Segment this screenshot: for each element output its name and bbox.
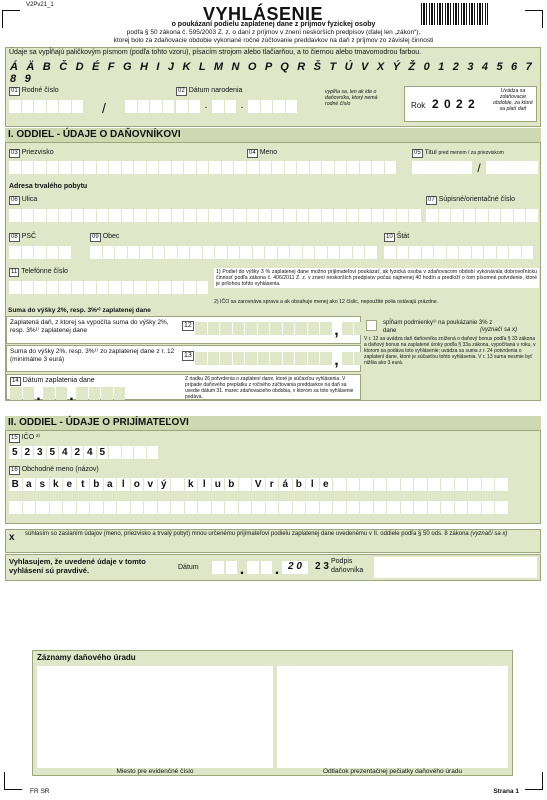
recipient-name-2-cell[interactable] bbox=[360, 501, 373, 514]
recipient-name-cell[interactable]: e bbox=[320, 478, 333, 491]
legal-line-2: ktorej bolo za zdaňovacie obdobie vykonané ročné zúčtovanie preddavkov na daň z príjmov zo závislej činnosti bbox=[113, 37, 434, 44]
footer-left: FR SR bbox=[30, 788, 50, 795]
sample-characters: Á Ä B Č D É F G H I J K L M N O P Q R Š T Ú V X Ý Ž 0 1 2 3 4 5 6 7 8 9 bbox=[10, 61, 534, 85]
recipient-name-cell[interactable] bbox=[387, 478, 400, 491]
recipient-name-2-cell[interactable] bbox=[23, 501, 36, 514]
recipient-name-2-cell[interactable] bbox=[63, 501, 76, 514]
recipient-name-2-cell[interactable] bbox=[131, 501, 144, 514]
surname-input[interactable] bbox=[9, 161, 258, 174]
date-label: Dátum bbox=[178, 564, 199, 571]
recipient-name-2-cell[interactable] bbox=[104, 501, 117, 514]
country-input[interactable] bbox=[384, 246, 533, 259]
recipient-name-2-cell[interactable] bbox=[482, 501, 495, 514]
recipient-name-2-cell[interactable] bbox=[401, 501, 414, 514]
form-subtitle: o poukázaní podielu zaplatenej dane z príjmov fyzickej osoby bbox=[171, 21, 376, 28]
ico-cell[interactable] bbox=[122, 446, 134, 459]
city-input[interactable] bbox=[90, 246, 377, 259]
recipient-name-cell[interactable]: t bbox=[77, 478, 90, 491]
recipient-name-cell[interactable]: V bbox=[252, 478, 265, 491]
recipient-name-2-cell[interactable] bbox=[333, 501, 346, 514]
field-03-label: 03 Priezvisko bbox=[11, 149, 54, 156]
row-12-number: 12 bbox=[184, 322, 192, 329]
recipient-name-2-cell[interactable] bbox=[77, 501, 90, 514]
recipient-name-2-cell[interactable] bbox=[279, 501, 292, 514]
signature-field[interactable] bbox=[374, 557, 537, 578]
tax-year-value[interactable]: 2 0 2 2 bbox=[432, 97, 476, 111]
address-header: Adresa trvalého pobytu bbox=[9, 183, 88, 190]
recipient-name-2-cell[interactable] bbox=[320, 501, 333, 514]
recipient-name-cell[interactable]: á bbox=[279, 478, 292, 491]
birth-date-note: vypĺňa sa, len ak ide o daňovníka, ktorý nemá rodné číslo bbox=[325, 89, 378, 107]
year-label: Rok bbox=[411, 101, 426, 110]
ico-input[interactable] bbox=[9, 446, 158, 459]
recipient-name-2-cell[interactable] bbox=[306, 501, 319, 514]
ico-cell[interactable]: 5 bbox=[47, 446, 59, 459]
condition-checkbox[interactable] bbox=[366, 320, 377, 331]
postal-code-input[interactable] bbox=[9, 246, 71, 259]
recipient-name-2-cell[interactable] bbox=[9, 501, 22, 514]
recipient-name-cell[interactable] bbox=[482, 478, 495, 491]
date-year-suffix: 2 3 bbox=[315, 561, 329, 572]
footer-page: Strana 1 bbox=[493, 788, 519, 795]
birth-number-input[interactable]: / bbox=[9, 100, 174, 116]
recipient-name-cell[interactable] bbox=[347, 478, 360, 491]
recipient-name-cell[interactable] bbox=[468, 478, 481, 491]
consent-text: súhlasím so zaslaním údajov (meno, priezvisko a trvalý pobyt) mnou určenému prijímateľovi podielu zaplatenej dane uvedenému v II. oddiele podľa § 50 ods. 8 zákona (vyznačí sa x) bbox=[25, 531, 508, 537]
tax-office-title: Záznamy daňového úradu bbox=[37, 653, 136, 662]
phone-input[interactable] bbox=[9, 281, 208, 294]
recipient-name-2-cell[interactable] bbox=[293, 501, 306, 514]
recipient-name-cell[interactable]: a bbox=[23, 478, 36, 491]
recipient-name-cell[interactable]: k bbox=[185, 478, 198, 491]
recipient-name-2-cell[interactable] bbox=[468, 501, 481, 514]
recipient-name-cell[interactable]: l bbox=[117, 478, 130, 491]
recipient-name-cell[interactable] bbox=[495, 478, 508, 491]
title-input[interactable]: / bbox=[412, 161, 538, 175]
recipient-name-2-cell[interactable] bbox=[212, 501, 225, 514]
consent-checkbox[interactable]: x bbox=[9, 532, 15, 543]
recipient-name-cell[interactable]: e bbox=[63, 478, 76, 491]
amount-input[interactable]: , bbox=[195, 352, 366, 370]
field-08-label: 08 PSČ bbox=[11, 233, 37, 240]
ico-cell[interactable]: 4 bbox=[84, 446, 96, 459]
recipient-name-2-cell[interactable] bbox=[198, 501, 211, 514]
field-06-label: 06 Ulica bbox=[11, 196, 38, 203]
recipient-name-2-cell[interactable] bbox=[374, 501, 387, 514]
payment-date-input[interactable]: . . bbox=[10, 387, 125, 405]
recipient-name-cell[interactable] bbox=[414, 478, 427, 491]
recipient-name-cell[interactable]: B bbox=[9, 478, 22, 491]
recipient-name-cell[interactable]: a bbox=[104, 478, 117, 491]
legal-line-1: podľa § 50 zákona č. 595/2003 Z. z. o dani z príjmov v znení neskorších predpisov (ďalej len „zákon“), bbox=[126, 29, 421, 36]
field-04-label: 04 Meno bbox=[249, 149, 278, 156]
recipient-name-2-cell[interactable] bbox=[252, 501, 265, 514]
evidence-number-caption: Miesto pre evidenčné číslo bbox=[116, 768, 194, 775]
field-14-label: 14 Dátum zaplatenia dane bbox=[12, 377, 95, 384]
recipient-name-2-cell[interactable] bbox=[239, 501, 252, 514]
recipient-name-2-cell[interactable] bbox=[428, 501, 441, 514]
recipient-name-cell[interactable]: b bbox=[90, 478, 103, 491]
recipient-name-cell[interactable]: l bbox=[198, 478, 211, 491]
row-12-note: V r. 12 sa uvádza daň daňovníka znížená o daňový bonus podľa § 33 zákona a daňový bonus na zaplatené úroky podľa § 33a zákona, vypočítaná v roku, v ktorom sa podáva toto vyhlásenie; uvádza sa suma z r. 24 potvrdenia o zaplatení dane, ktoré je súčasťou tohto vyhlásenia. V r. 13 suma nesmie byť nižšia ako 3 eurá. bbox=[364, 336, 536, 366]
row-13-label: Suma do výšky 2%, resp. 3%¹⁾ zo zaplatenej dane z r. 12 (minimálne 3 eurá) bbox=[10, 348, 175, 363]
recipient-name-2-cell[interactable] bbox=[117, 501, 130, 514]
recipient-name-2-cell[interactable] bbox=[50, 501, 63, 514]
ico-cell[interactable]: 4 bbox=[59, 446, 71, 459]
footnote-2: 2) IČO sa zarovnáva sprava a ak obsahuje menej ako 12 číslic, nepoužité polia ostávajú prázdne. bbox=[214, 299, 439, 305]
birth-date-input[interactable]: . . bbox=[176, 100, 297, 113]
ico-cell[interactable] bbox=[134, 446, 146, 459]
declaration-text: Vyhlasujem, že uvedené údaje v tomto vyhlásení sú pravdivé. bbox=[9, 557, 146, 575]
condition-note: (vyznačí sa x) bbox=[480, 327, 518, 333]
instructions: Údaje sa vypĺňajú paličkovým písmom (podľa tohto vzoru), písacím strojom alebo tlačiarňou, a to čiernou alebo tmavomodrou farbou. bbox=[9, 49, 422, 56]
field-15-label: 15 IČO ²⁾ bbox=[11, 434, 41, 441]
recipient-name-cell[interactable] bbox=[428, 478, 441, 491]
date-year-prefix: 2 0 bbox=[282, 561, 308, 574]
recipient-name-cell[interactable] bbox=[333, 478, 346, 491]
field-02-label: 02 Dátum narodenia bbox=[178, 87, 243, 94]
recipient-name-2-cell[interactable] bbox=[266, 501, 279, 514]
recipient-name-cell[interactable] bbox=[239, 478, 252, 491]
section-2-title: II. ODDIEL - ÚDAJE O PRIJÍMATEĽOVI bbox=[5, 416, 541, 430]
row-12-label: Zaplatená daň, z ktorej sa vypočíta suma do výšky 2%, resp. 3%¹⁾ zaplatenej dane bbox=[10, 319, 169, 334]
condition-label: spĺňam podmienky¹⁾ na poukázanie 3% z dane bbox=[383, 320, 493, 334]
ico-cell[interactable]: 5 bbox=[9, 446, 21, 459]
stamp-caption: Odtlačok prezentačnej pečiatky daňového úradu bbox=[322, 768, 463, 775]
recipient-name-2-cell[interactable] bbox=[171, 501, 184, 514]
signature-label: Podpis daňovníka bbox=[331, 558, 364, 574]
first-name-input[interactable] bbox=[247, 161, 396, 174]
recipient-name-2-cell[interactable] bbox=[455, 501, 468, 514]
ico-cell[interactable]: 5 bbox=[97, 446, 109, 459]
recipient-name-cell[interactable]: ý bbox=[158, 478, 171, 491]
field-16-label: 16 Obchodné meno (názov) bbox=[11, 466, 99, 473]
recipient-name-2-cell[interactable] bbox=[225, 501, 238, 514]
recipient-name-2-cell[interactable] bbox=[441, 501, 454, 514]
corner-mark-bottom-right bbox=[525, 772, 543, 790]
ico-cell[interactable]: 2 bbox=[72, 446, 84, 459]
recipient-name-cell[interactable] bbox=[455, 478, 468, 491]
street-input[interactable] bbox=[9, 209, 421, 222]
ico-cell[interactable] bbox=[147, 446, 159, 459]
recipient-name-2-cell[interactable] bbox=[90, 501, 103, 514]
ico-cell[interactable] bbox=[109, 446, 121, 459]
field-10-label: 10 Štát bbox=[386, 233, 410, 240]
recipient-name-cell[interactable]: s bbox=[36, 478, 49, 491]
recipient-name-cell[interactable]: u bbox=[212, 478, 225, 491]
recipient-name-2-cell[interactable] bbox=[387, 501, 400, 514]
recipient-name-2-cell[interactable] bbox=[158, 501, 171, 514]
tax-paid-input[interactable]: , bbox=[195, 322, 366, 340]
recipient-name-cell[interactable] bbox=[401, 478, 414, 491]
field-01-label: 01 Rodné číslo bbox=[11, 87, 59, 94]
field-09-label: 09 Obec bbox=[92, 233, 120, 240]
year-note: Uvádza sa zdaňovacie obdobie, za ktoré sa platí daň bbox=[493, 88, 533, 112]
ico-cell[interactable]: 3 bbox=[34, 446, 46, 459]
recipient-name-2-cell[interactable] bbox=[144, 501, 157, 514]
recipient-name-2-cell[interactable] bbox=[185, 501, 198, 514]
section-1-title: I. ODDIEL - ÚDAJE O DAŇOVNÍKOVI bbox=[5, 128, 541, 142]
field-07-label: 07 Súpisné/orientačné číslo bbox=[428, 196, 515, 203]
row-13-number: 13 bbox=[184, 352, 192, 359]
house-number-input[interactable] bbox=[426, 209, 538, 222]
form-code: V2Pv21_1 bbox=[26, 2, 54, 8]
recipient-name-cell[interactable] bbox=[171, 478, 184, 491]
recipient-name-cell[interactable]: o bbox=[131, 478, 144, 491]
footnote-1: 1) Podiel do výšky 3 % zaplatenej dane možno prijímateľovi poukázať, ak fyzická osoba v zdaňovacom období vykonávala dobrovoľnícku činnosť podľa zákona č. 406/2011 Z. z. v znení neskorších predpisov počas najmenej 40 hodín a predloží o tom písomné potvrdenie, ktoré je prílohou tohto vyhlásenia. bbox=[216, 269, 537, 287]
recipient-name-cell[interactable]: r bbox=[266, 478, 279, 491]
recipient-name-2-cell[interactable] bbox=[36, 501, 49, 514]
recipient-name-2-cell[interactable] bbox=[347, 501, 360, 514]
recipient-name-input-line-2[interactable] bbox=[9, 501, 508, 514]
recipient-name-cell[interactable]: b bbox=[293, 478, 306, 491]
recipient-name-input[interactable] bbox=[9, 478, 508, 491]
recipient-name-cell[interactable] bbox=[360, 478, 373, 491]
sum-header: Suma do výšky 2%, resp. 3%¹⁾ zaplatenej dane bbox=[8, 307, 151, 314]
recipient-name-cell[interactable]: b bbox=[225, 478, 238, 491]
evidence-number-box[interactable] bbox=[37, 666, 273, 768]
declaration-date-input[interactable]: . . 2 0 2 3 bbox=[212, 561, 334, 579]
recipient-name-cell[interactable] bbox=[374, 478, 387, 491]
recipient-name-cell[interactable]: l bbox=[306, 478, 319, 491]
row-14-note: Z riadku 26 potvrdenia o zaplatení dane, ktoré je súčasťou vyhlásenia. V prípade daňového preplatku z ročného zúčtovania preddavkov na daň sa uvedie dátum 31. marec zdaňovacieho obdobia, v ktorom sa toto vyhlásenie podáva. bbox=[185, 376, 354, 400]
field-11-label: 11 Telefónne číslo bbox=[11, 268, 68, 275]
form-title: VYHLÁSENIE bbox=[203, 4, 324, 24]
recipient-name-2-cell[interactable] bbox=[414, 501, 427, 514]
ico-cell[interactable]: 2 bbox=[22, 446, 34, 459]
recipient-name-cell[interactable] bbox=[441, 478, 454, 491]
recipient-name-cell[interactable]: k bbox=[50, 478, 63, 491]
corner-mark-bottom-left bbox=[4, 772, 22, 790]
stamp-box[interactable] bbox=[277, 666, 508, 768]
recipient-name-cell[interactable]: v bbox=[144, 478, 157, 491]
field-05-label: 05 Titul pred menom / za priezviskom bbox=[414, 149, 504, 156]
recipient-name-2-cell[interactable] bbox=[495, 501, 508, 514]
